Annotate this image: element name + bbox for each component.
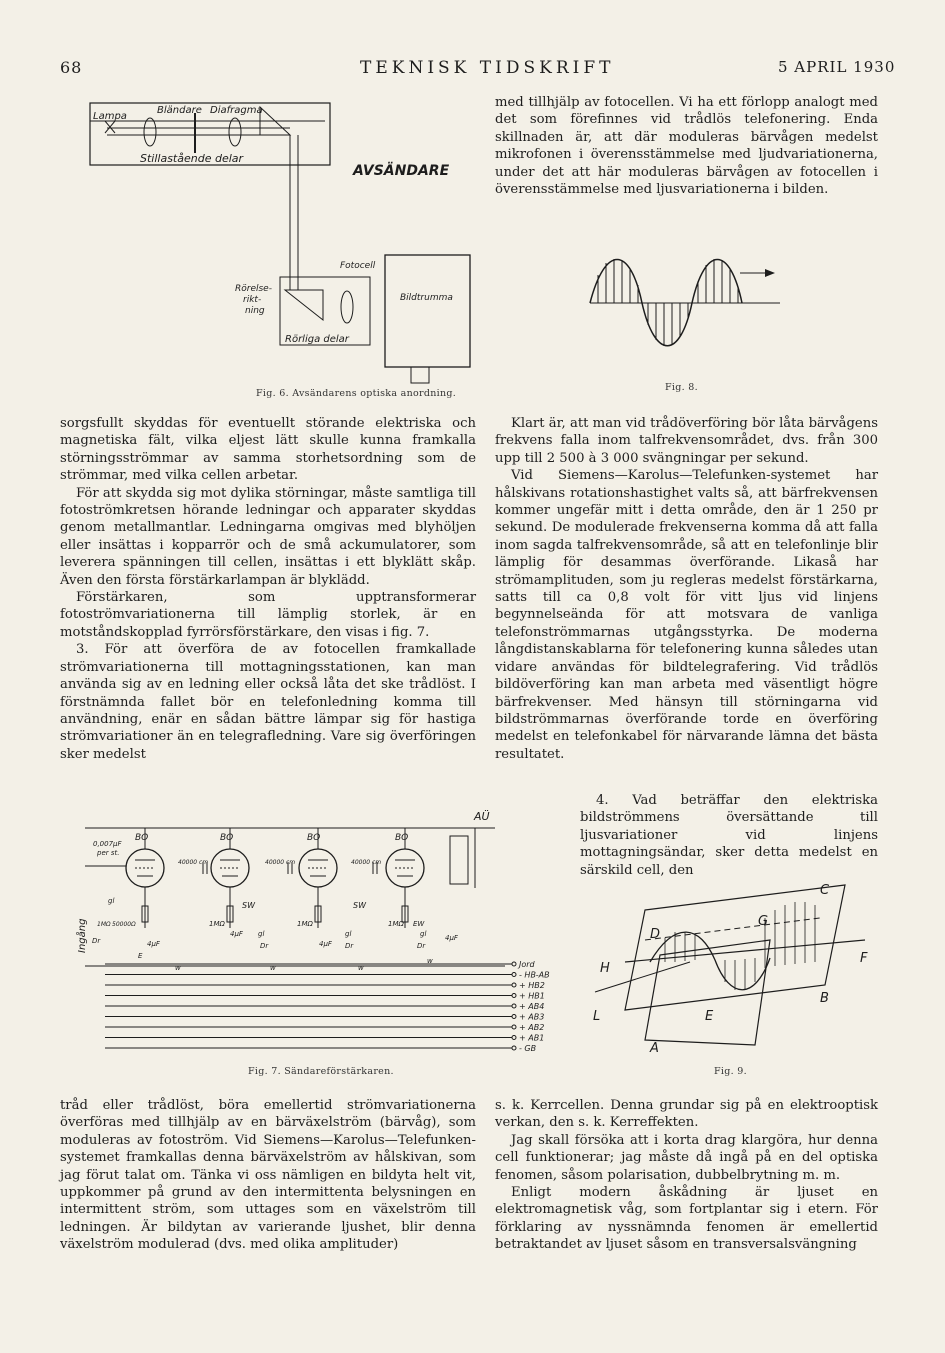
fig7-terminal-label: + AB2 [519, 1023, 545, 1032]
fig6-label-rorelse3: ning [245, 306, 265, 316]
fig8-waveform [570, 245, 790, 365]
fig7-label-au: AÜ [474, 810, 490, 823]
issue-date: 5 APRIL 1930 [778, 58, 896, 76]
page-number: 68 [60, 58, 83, 77]
fig7-label-mohm-3: 1MΩ [388, 920, 404, 928]
top-right-paragraph: med tillhjälp av fotocellen. Vi ha ett förlopp analogt med det som förefinnes vid trådlös telefonering. Enda skillnaden är, att där moduleras bärvågen medelst mikrofonen i överensstämmelse med ljudvariationerna, under det att här moduleras bärvågen av fotocellen i överensstämmelse med ljusvariationerna i bilden. [495, 95, 878, 198]
fig7-terminal-dot [512, 1025, 516, 1029]
right-column-continuation: 4. Vad beträffar den elektriska bildströmmens översättande till ljusvariationer vid linjens mottagningsändar, sker detta medelst en särskild cell, den [580, 793, 878, 878]
fig7-label-dr-2: Dr [260, 942, 269, 950]
fig7-terminal-dot [512, 983, 516, 987]
fig7-terminal-dot [512, 962, 516, 966]
fig7-label-uf-3: 4μF [319, 940, 332, 948]
fig6-label-fotocell: Fotocell [340, 261, 376, 271]
fig7-label-bo-2: BO [220, 833, 234, 843]
fig6-label-rorliga: Rörliga delar [285, 334, 349, 345]
fig7-label-w-3: w [358, 964, 364, 972]
fig6-label-lampa: Lampa [93, 111, 127, 122]
fig7-label-dr-4: Dr [417, 942, 426, 950]
fig7-label-e: E [138, 952, 143, 960]
fig7-amplifier-schematic [75, 808, 575, 1060]
fig6-label-rorelse2: rikt- [243, 295, 262, 305]
fig7-label-gl-1: gl [108, 897, 115, 905]
fig7-terminal-dot [512, 1036, 516, 1040]
fig7-terminal-dot [512, 1046, 516, 1050]
fig6-label-diafragma: Diafragma [210, 105, 263, 116]
fig9-label-e: E [705, 1009, 714, 1024]
fig9-label-g: G [758, 914, 769, 929]
fig7-label-gl-4: gl [420, 930, 427, 938]
fig7-label-gl-3: gl [345, 930, 352, 938]
fig9-label-f: F [860, 951, 868, 966]
fig7-terminal-dot [512, 994, 516, 998]
fig6-label-stillastaende: Stillastående delar [140, 152, 244, 165]
fig7-terminal-dot [512, 1015, 516, 1019]
bottom-right-text: s. k. Kerrcellen. Denna grundar sig på en elektrooptisk verkan, den s. k. Kerreffekten. Jag skall försöka att i korta drag klargöra, hur denna cell funktionerar; jag måste då ingå på en del optiska fenomen, såsom polarisation, dubbelbrytning m. m. Enligt modern åskådning är ljuset en elektromagnetisk våg, som fortplantar sig i etern. För förklaring av nyssnämnda fenomen är emellertid betraktandet av ljuset såsom en transversalsvängning [495, 1098, 878, 1253]
fig9-label-h: H [600, 961, 610, 976]
fig7-label-c40000-1: 40000 cm [178, 859, 209, 866]
fig7-label-cap2: per st. [97, 849, 120, 857]
fig6-caption: Fig. 6. Avsändarens optiska anordning. [256, 388, 457, 399]
fig9-label-d: D [650, 927, 661, 942]
fig7-label-w-4: w [427, 957, 433, 965]
fig7-label-mohm-2: 1MΩ [297, 920, 313, 928]
fig9-label-c: C [820, 883, 830, 898]
fig7-label-uf-4: 4μF [445, 934, 458, 942]
fig7-terminal-label: + HB2 [519, 981, 545, 990]
fig9-polarization-diagram [585, 880, 885, 1055]
fig7-label-bo-1: BO [135, 833, 149, 843]
fig7-terminal-dot [512, 1004, 516, 1008]
fig7-label-uf-1: 4μF [147, 940, 160, 948]
fig7-terminal-label: Jord [519, 960, 535, 969]
fig7-label-dr-3: Dr [345, 942, 354, 950]
fig6-label-avsandare: AVSÄNDARE [353, 163, 450, 179]
fig7-label-k50000: 50000Ω [112, 921, 136, 928]
fig9-caption: Fig. 9. [714, 1066, 747, 1077]
fig7-terminal-label: + HB1 [519, 991, 545, 1001]
fig7-label-gl-2: gl [258, 930, 265, 938]
bottom-left-text: tråd eller trådlöst, böra emellertid strömvariationerna överföras med tillhjälp av en bärväxelström (bärvåg), som moduleras av fotoström. Vid Siemens—Karolus—Telefunken-systemet framkallas denna bärväxelström av hålskivan, som jag förut talat om. Tänka vi oss nämligen en bildyta helt vit, uppkommer på grund av den intermittenta belysningen en intermittent ström, som uttages som en växelström till ledningen. Är bildytan av varierande ljushet, blir denna växelström modulerad (dvs. med olika amplituder) [60, 1098, 476, 1253]
fig6-optical-diagram [85, 95, 485, 385]
journal-title: TEKNISK TIDSKRIFT [360, 58, 615, 78]
fig7-label-mohm-in: 1MΩ [97, 921, 111, 928]
fig7-terminal-dot [512, 973, 516, 977]
fig7-label-sw-2: SW [353, 901, 366, 910]
fig7-label-dr-1: Dr [92, 937, 101, 945]
fig7-label-mohm-1: 1MΩ [209, 920, 225, 928]
fig7-terminal-label: - HB-AB [519, 970, 550, 980]
fig7-terminal-label: + AB4 [519, 1002, 545, 1011]
fig7-terminal-label: + AB3 [519, 1012, 545, 1022]
fig7-label-ingang: Ingång [77, 918, 88, 953]
fig8-caption: Fig. 8. [665, 382, 698, 393]
fig7-label-bo-3: BO [307, 833, 321, 843]
fig7-label-c40000-2: 40000 cm [265, 859, 296, 866]
fig7-label-w-1: w [175, 964, 181, 972]
fig7-terminal-label: + AB1 [519, 1033, 545, 1043]
fig7-label-sw-1: SW [242, 901, 255, 910]
fig7-label-w-2: w [270, 964, 276, 972]
fig7-label-uf-2: 4μF [230, 930, 243, 938]
fig7-label-bo-4: BO [395, 833, 409, 843]
fig7-label-cap1: 0,007μF [93, 840, 122, 848]
fig6-label-blandare: Bländare [157, 105, 202, 116]
fig6-label-bildtrumma: Bildtrumma [400, 293, 453, 303]
fig7-label-c40000-3: 40000 cm [351, 859, 382, 866]
fig7-label-ew: EW [413, 920, 425, 928]
fig6-label-rorelse1: Rörelse- [235, 284, 272, 294]
fig7-terminal-label: - GB [519, 1044, 537, 1053]
fig9-label-b: B [820, 991, 829, 1006]
fig7-transformer [450, 836, 468, 884]
right-column-text: Klart är, att man vid trådöverföring bör låta bärvågens frekvens falla inom talfrekvensområdet, dvs. från 300 upp till 2 500 à 3 000 svängningar per sekund. Vid Siemens—Karolus—Telefunken-systemet har hålskivans rotationshastighet valts så, att bärfrekvensen kommer ungefär mitt i detta område, den är 1 250 pr sekund. De modulerade frekvenserna komma då att falla inom sagda talfrekvensområde, så att en telefonlinje blir lämplig för desammas överförande. Likaså har strömamplituden, som ju regleras medelst förstärkarna, satts till ca 0,8 volt för vitt ljus vid linjens begynnelseända för att motsvara de vanliga telefonströmmarnas utgångsstyrka. De moderna långdistanskablarna för telefonering kunna således utan vidare användas för bildtelegrafering. Vid trådlös bildöverföring kan man arbeta med väsentligt högre bärfrekvenser. Med hänsyn till störningarna vid bildströmmarnas överförande torde en överföring medelst en telefonkabel för närvarande lämna det bästa resultatet. [495, 416, 878, 762]
fig9-label-a: A [650, 1041, 659, 1055]
fig9-label-l: L [593, 1009, 601, 1024]
fig7-caption: Fig. 7. Sändareförstärkaren. [248, 1066, 394, 1077]
left-column-text: sorgsfullt skyddas för eventuellt störande elektriska och magnetiska fält, vilka eljest lätt skulle kunna framkalla störningsströmmar av samma storhetsordning som de strömmar, med vilka cellen arbetar. För att skydda sig mot dylika störningar, måste samtliga till fotoströmkretsen hörande ledningar och apparater skyddas genom metallmantlar. Ledningarna omgivas med blyhöljen eller insättas i kopparrör och de små ackumulatorer, som leverera spänningen till cellen, insättas i ett blyklätt skåp. Även den första förstärkarlampan är blyklädd. Förstärkaren, som upptransformerar fotoströmvariationerna till lämplig storlek, är en motståndskopplad fyrrörsförstärkare, den visas i fig. 7. 3. För att överföra de av fotocellen framkallade strömvariationerna till mottagningsstationen, kan man använda sig av en ledning eller också låta det ske trådlöst. I förstnämnda fallet bör en telefonledning komma till användning, enär en sådan bättre lämpar sig för hastiga strömvariationer än en telegrafledning. Vare sig överföringen sker medelst [60, 416, 476, 762]
